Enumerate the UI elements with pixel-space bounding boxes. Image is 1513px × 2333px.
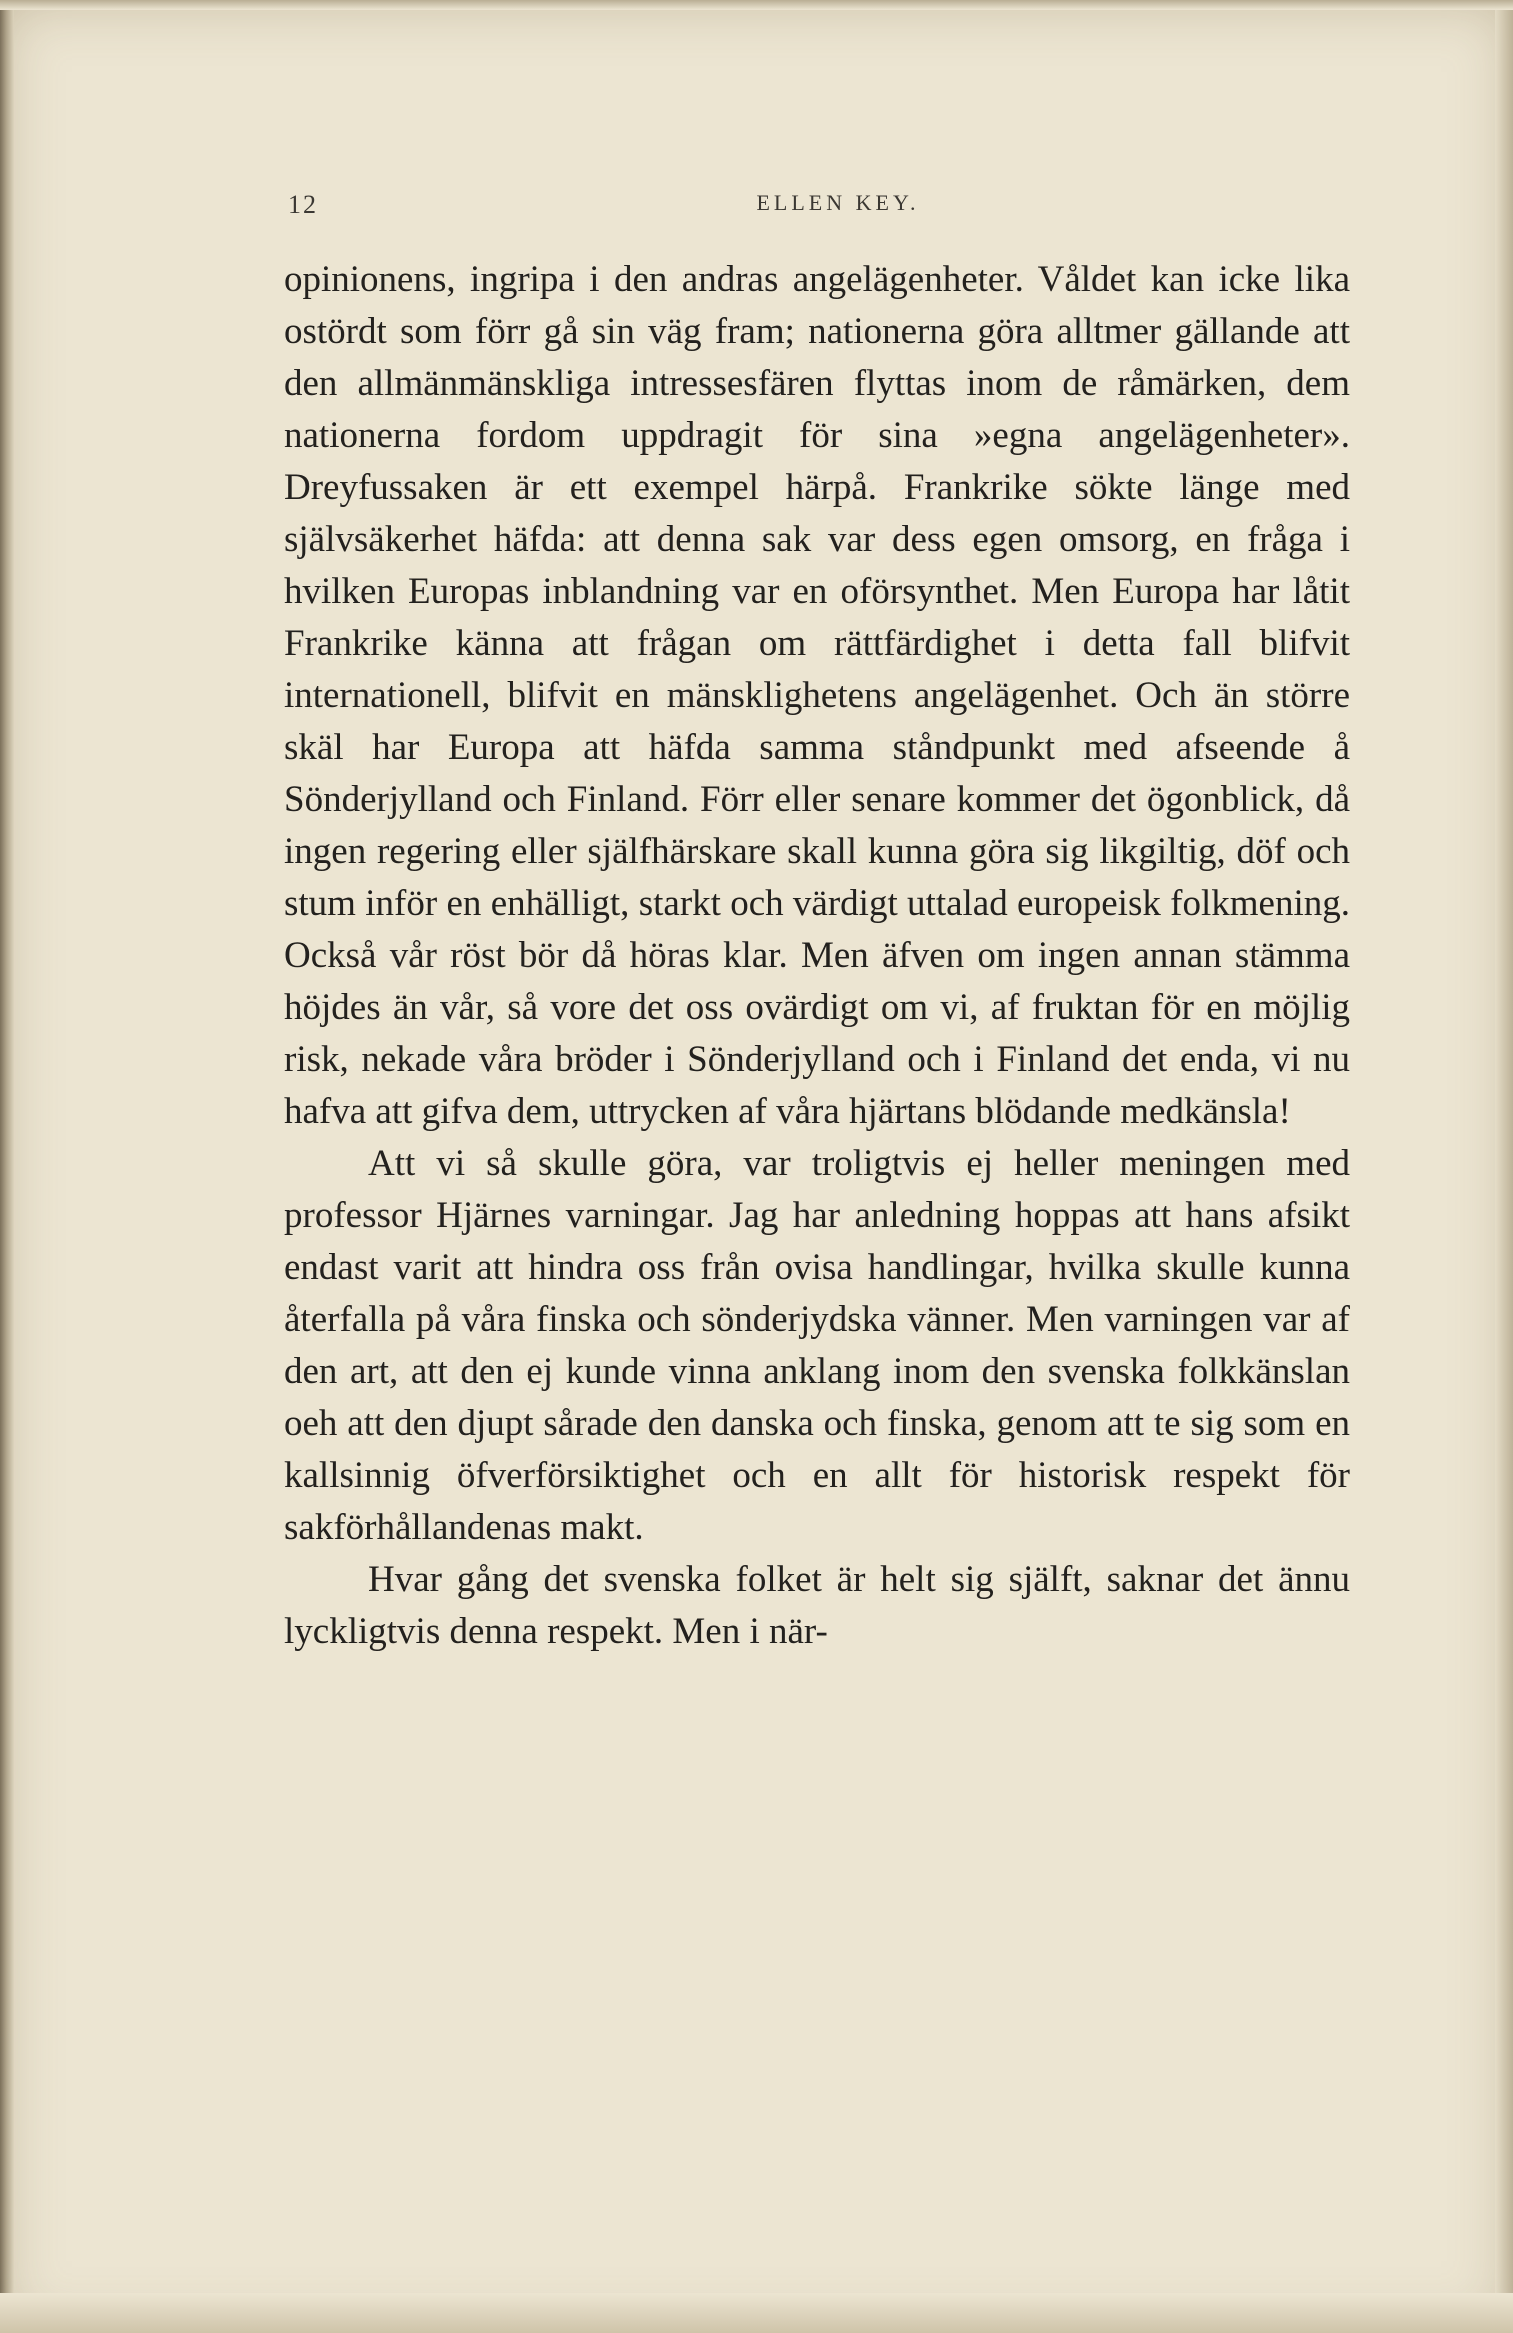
- page-right-edge: [1495, 0, 1513, 2333]
- paragraph-3: Hvar gång det svenska folket är helt sig själft, saknar det ännu lyckligtvis denna respekt. Men i när-: [284, 1559, 1350, 1652]
- body-text: [284, 254, 1350, 1658]
- page-left-edge: [0, 0, 14, 2333]
- paragraph-1: opinionens, ingripa i den andras angelägenheter. Våldet kan icke lika ostördt som förr gå sin väg fram; nationerna göra alltmer gällande att den allmänmänskliga intressesfären flyttas inom de råmärken, dem nationerna fordom uppdragit för sina »egna angelägenheter». Dreyfussaken är ett exempel härpå. Frankrike sökte länge med självsäkerhet häfda: att denna sak var dess egen omsorg, en fråga i hvilken Europas inblandning var en oförsynthet. Men Europa har låtit Frankrike känna att frågan om rättfärdighet i detta fall blifvit internationell, blifvit en mänsklighetens angelägenhet. Och än större skäl har Europa att häfda samma ståndpunkt med afseende å Sönderjylland och Finland. Förr eller senare kommer det ögonblick, då ingen regering eller själfhärskare skall kunna göra sig likgiltig, döf och stum inför en enhälligt, starkt och värdigt uttalad europeisk folkmening. Också vår röst bör då höras klar. Men äfven om ingen annan stämma höjdes än vår, så vore det oss ovärdigt om vi, af fruktan för en möjlig risk, nekade våra bröder i Sönderjylland och i Finland det enda, vi nu hafva att gifva dem, uttrycken af våra hjärtans blödande medkänsla!: [284, 259, 1350, 1132]
- page-bottom-edge: [0, 2293, 1513, 2333]
- running-head: ELLEN KEY.: [756, 190, 920, 215]
- page-header: [288, 190, 1348, 230]
- page-top-edge: [0, 0, 1513, 10]
- page-number: 12: [288, 190, 318, 219]
- paragraph-2: Att vi så skulle göra, var troligtvis ej heller meningen med professor Hjärnes varningar. Jag har anledning hoppas att hans afsikt endast varit att hindra oss från ovisa handlingar, hvilka skulle kunna återfalla på våra finska och sönderjydska vänner. Men varningen var af den art, att den ej kunde vinna anklang inom den svenska folkkänslan oeh att den djupt sårade den danska och finska, genom att te sig som en kallsinnig öfverförsiktighet och en allt för historisk respekt för sakförhållandenas makt.: [284, 1143, 1350, 1548]
